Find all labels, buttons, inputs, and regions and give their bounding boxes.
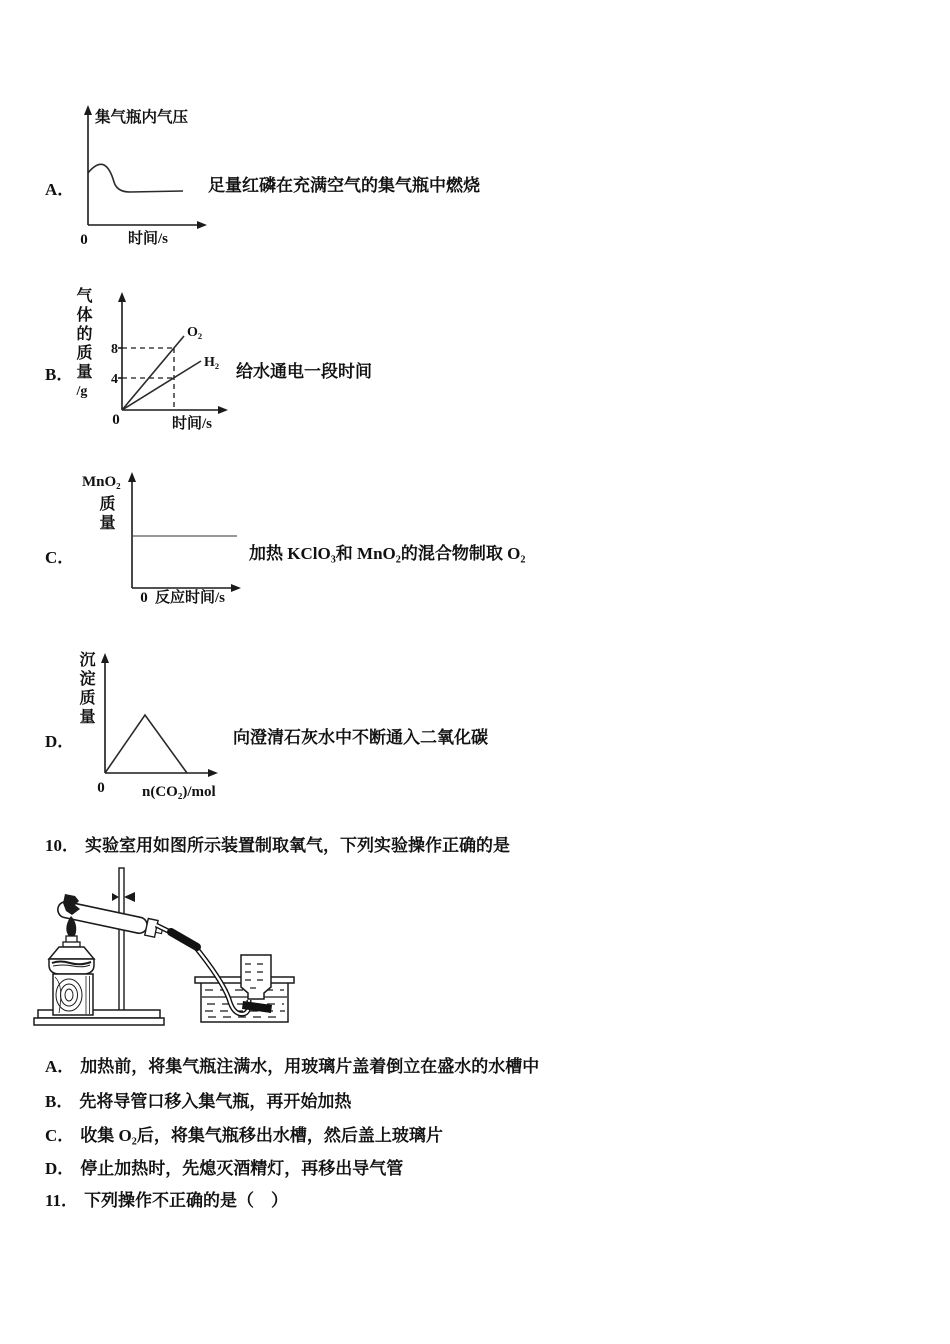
- graph-a-origin: 0: [80, 232, 88, 248]
- graph-b-tick-8: 8: [111, 342, 118, 357]
- rubber-connector: [171, 932, 197, 947]
- option-c-description: 加热 KClO₃和 MnO₂的混合物制取 O₂: [249, 544, 526, 563]
- q10-option-c-letter: C．: [45, 1126, 75, 1145]
- question-10-number: 10．: [45, 836, 79, 855]
- graph-d-xlabel: n(CO₂)/mol: [142, 784, 216, 800]
- graph-b-ylabel: [74, 287, 90, 400]
- q10-option-a-letter: A．: [45, 1057, 75, 1076]
- question-11-stem: [45, 1190, 288, 1211]
- question-10-stem: [45, 835, 510, 856]
- question-11-number: 11．: [45, 1191, 79, 1210]
- graph-b-ylabel-unit: /g: [76, 384, 88, 399]
- option-a-description: 足量红磷在充满空气的集气瓶中燃烧: [208, 176, 480, 195]
- q10-option-b-letter: B．: [45, 1092, 74, 1111]
- option-a-letter: A．: [45, 180, 75, 199]
- graph-d-ylabel: 沉淀质量: [77, 651, 94, 727]
- option-d-letter: D．: [45, 732, 75, 751]
- option-b-letter: B．: [45, 365, 74, 384]
- graph-b-h2-label: H₂: [204, 355, 220, 370]
- q10-option-b: [45, 1091, 351, 1112]
- q10-option-a-text: 加热前，将集气瓶注满水，用玻璃片盖着倒立在盛水的水槽中: [80, 1057, 540, 1076]
- graph-d: [94, 648, 232, 810]
- q10-option-c: [45, 1125, 443, 1146]
- graph-c-origin: 0: [140, 590, 148, 606]
- graph-b: [106, 289, 234, 439]
- question-10-text: 实验室用如图所示装置制取氧气，下列实验操作正确的是: [85, 836, 510, 855]
- graph-c-ylabel-vertical: 质量: [97, 495, 114, 533]
- wood-block: [53, 974, 93, 1015]
- apparatus-figure: [25, 866, 300, 1038]
- graph-a-xlabel: 时间/s: [128, 231, 169, 247]
- option-b-description: 给水通电一段时间: [236, 362, 372, 381]
- q10-option-a: [45, 1056, 539, 1077]
- q10-option-d-letter: D．: [45, 1159, 75, 1178]
- option-d-description: 向澄清石灰水中不断通入二氧化碳: [233, 728, 488, 747]
- option-c-letter: C．: [45, 548, 75, 567]
- graph-b-o2-label: O₂: [187, 325, 203, 340]
- graph-d-origin: 0: [97, 780, 105, 796]
- alcohol-lamp: [49, 936, 94, 974]
- graph-a-curve: [88, 164, 183, 192]
- question-11-text: 下列操作不正确的是（ ）: [84, 1191, 289, 1210]
- graph-b-ylabel-text: 气体的质量: [74, 287, 91, 382]
- graph-c: [124, 470, 250, 612]
- graph-b-o2-line: [122, 336, 184, 410]
- graph-b-origin: 0: [112, 412, 120, 428]
- graph-c-ylabel-top: MnO₂: [82, 474, 121, 490]
- q10-option-d: [45, 1158, 403, 1179]
- graph-b-h2-line: [122, 361, 201, 410]
- q10-option-b-text: 先将导管口移入集气瓶，再开始加热: [79, 1092, 352, 1111]
- graph-b-tick-4: 4: [111, 372, 118, 387]
- graph-a-ylabel: 集气瓶内气压: [95, 109, 189, 126]
- graph-a: [70, 103, 220, 251]
- q10-option-d-text: 停止加热时，先熄灭酒精灯，再移出导气管: [80, 1159, 404, 1178]
- graph-b-xlabel: 时间/s: [172, 416, 213, 432]
- graph-d-triangle: [105, 715, 187, 773]
- q10-option-c-text: 收集 O₂后，将集气瓶移出水槽，然后盖上玻璃片: [80, 1126, 443, 1145]
- graph-c-xlabel: 反应时间/s: [155, 590, 226, 606]
